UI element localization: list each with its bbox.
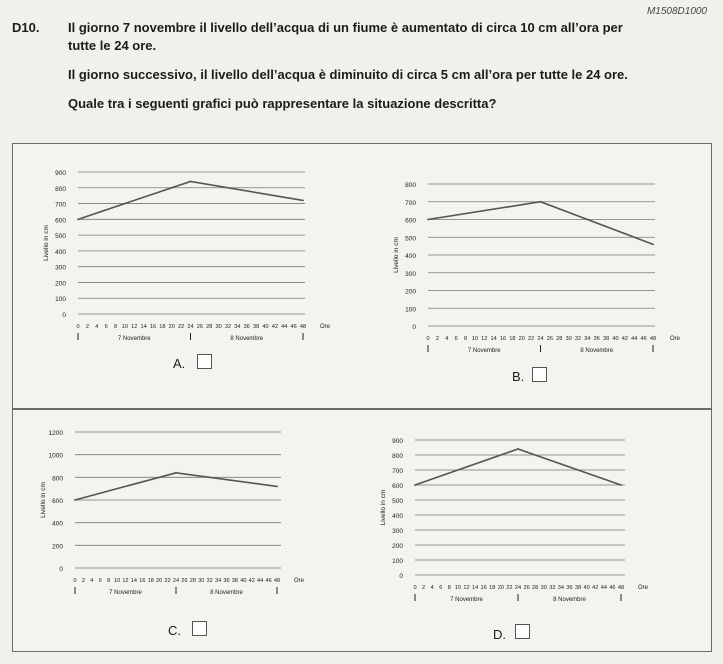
x-tick-label: 48 (273, 578, 281, 584)
y-tick-label: 300 (405, 270, 416, 278)
option-a-checkbox[interactable] (197, 354, 212, 369)
x-tick-label: 24 (187, 324, 194, 330)
y-tick-label: 400 (405, 253, 416, 260)
x-tick-label: 16 (139, 578, 146, 584)
data-point (517, 448, 519, 450)
x-tick-label: 32 (224, 324, 232, 330)
y-tick-label: 0 (412, 324, 416, 331)
option-d-checkbox[interactable] (515, 624, 530, 639)
x-tick-label: 10 (471, 336, 478, 342)
y-tick-label: 800 (405, 182, 416, 189)
y-tick-label: 500 (55, 233, 66, 241)
y-tick-label: 800 (52, 475, 63, 483)
x-tick-label: 4 (90, 578, 94, 584)
y-tick-label: 700 (55, 201, 66, 209)
y-tick-label: 600 (392, 483, 403, 490)
day-label: 8 Novembre (580, 348, 614, 354)
x-tick-label: 16 (480, 585, 487, 591)
y-tick-label: 900 (392, 438, 403, 445)
day-label: 7 Novembre (467, 348, 501, 354)
y-tick-label: 900 (55, 170, 66, 177)
x-tick-label: 42 (271, 324, 278, 330)
y-tick-label: 1200 (48, 430, 63, 437)
x-tick-label: 12 (481, 336, 488, 342)
x-tick-label: 38 (253, 324, 260, 330)
y-tick-label: 300 (55, 264, 66, 272)
x-tick-label: 12 (131, 324, 138, 330)
x-tick-label: 6 (454, 336, 458, 342)
options-panel-bottom (12, 409, 712, 652)
x-tick-label: 48 (299, 324, 307, 330)
x-tick-label: 32 (549, 585, 556, 591)
day-label: 7 Novembre (109, 590, 142, 596)
x-tick-label: 8 (463, 336, 468, 342)
day-label: 8 Novembre (553, 597, 586, 603)
data-point (540, 201, 542, 203)
x-tick-label: 34 (584, 336, 591, 342)
series-line (78, 181, 303, 219)
x-tick-label: 24 (514, 585, 522, 591)
chart-a (13, 144, 363, 374)
x-tick-label: 30 (198, 578, 205, 584)
options-panel-top (12, 143, 712, 409)
x-tick-label: 0 (413, 585, 417, 591)
x-tick-label: 46 (609, 585, 616, 591)
x-tick-label: 36 (566, 585, 573, 591)
question-text-line-3: Il giorno successivo, il livello dell’acqua è diminuito di circa 5 cm all’ora per tutte le 24 ore. (68, 67, 628, 82)
data-point (652, 243, 654, 245)
y-tick-label: 500 (392, 498, 403, 505)
y-tick-label: 700 (405, 199, 416, 207)
chart-b (363, 144, 708, 374)
x-tick-label: 30 (215, 324, 222, 330)
series-line (428, 202, 653, 245)
series-line (415, 449, 621, 485)
y-tick-label: 0 (59, 566, 63, 573)
x-tick-label: 18 (159, 324, 166, 330)
x-tick-label: 0 (76, 324, 80, 330)
option-c-label: C. (168, 623, 181, 638)
x-tick-label: 14 (140, 324, 147, 330)
x-tick-label: 4 (445, 336, 449, 342)
y-tick-label: 700 (392, 468, 403, 475)
x-tick-label: 40 (612, 336, 619, 342)
x-tick-label: 44 (631, 336, 638, 342)
chart-c (13, 410, 363, 615)
x-tick-label: 26 (546, 336, 553, 342)
x-tick-label: 0 (426, 336, 430, 342)
x-tick-label: 16 (149, 324, 157, 330)
x-tick-label: 36 (223, 578, 230, 584)
y-tick-label: 600 (52, 498, 63, 505)
day-label: 7 Novembre (117, 336, 151, 342)
x-tick-label: 40 (262, 324, 269, 330)
x-axis-label: Ore (669, 336, 681, 342)
x-tick-label: 18 (147, 578, 154, 584)
x-tick-label: 44 (257, 578, 264, 584)
x-tick-label: 10 (121, 324, 128, 330)
y-tick-label: 300 (392, 528, 403, 535)
question-text-line-4: Quale tra i seguenti grafici può rappresentare la situazione descritta? (68, 96, 497, 111)
y-tick-label: 0 (62, 312, 66, 319)
x-tick-label: 40 (240, 578, 247, 584)
day-label: 8 Novembre (210, 590, 243, 596)
x-tick-label: 8 (107, 578, 111, 584)
x-tick-label: 26 (196, 324, 203, 330)
y-axis-label: Livello in cm (393, 237, 400, 273)
x-tick-label: 6 (439, 585, 443, 591)
x-tick-label: 0 (73, 578, 77, 584)
y-tick-label: 400 (55, 248, 66, 256)
x-tick-label: 46 (265, 578, 272, 584)
y-tick-label: 400 (392, 513, 403, 520)
y-axis-label: Livello in cm (43, 225, 50, 261)
x-tick-label: 22 (178, 324, 185, 330)
y-tick-label: 100 (405, 306, 416, 314)
y-tick-label: 600 (405, 217, 416, 225)
x-tick-label: 2 (435, 336, 439, 342)
option-d-label: D. (493, 627, 506, 642)
x-tick-label: 2 (422, 585, 426, 591)
x-tick-label: 46 (640, 336, 647, 342)
x-tick-label: 28 (206, 324, 213, 330)
x-tick-label: 12 (463, 585, 470, 591)
x-tick-label: 14 (130, 578, 138, 584)
x-tick-label: 14 (471, 585, 479, 591)
x-tick-label: 10 (454, 585, 462, 591)
x-tick-label: 20 (497, 585, 504, 591)
x-tick-label: 32 (574, 336, 582, 342)
x-tick-label: 20 (156, 578, 163, 584)
data-point (77, 218, 79, 220)
data-point (74, 499, 76, 501)
x-tick-label: 2 (85, 324, 89, 330)
question-number: D10. (12, 20, 40, 35)
x-axis-label: Ore (319, 324, 331, 330)
option-b-label: B. (512, 369, 525, 384)
x-tick-label: 22 (506, 585, 513, 591)
day-label: 7 Novembre (450, 597, 483, 603)
y-tick-label: 400 (52, 520, 63, 528)
x-tick-label: 20 (518, 336, 525, 342)
x-tick-label: 26 (523, 585, 530, 591)
x-tick-label: 22 (164, 578, 171, 584)
x-tick-label: 28 (556, 336, 563, 342)
x-tick-label: 8 (447, 585, 451, 591)
x-tick-label: 16 (499, 336, 507, 342)
y-tick-label: 100 (55, 296, 66, 304)
x-tick-label: 42 (621, 336, 628, 342)
y-tick-label: 600 (55, 217, 66, 225)
day-label: 8 Novembre (230, 336, 264, 342)
x-tick-label: 24 (537, 336, 544, 342)
chart-d (363, 410, 708, 615)
x-tick-label: 34 (234, 324, 241, 330)
question-code: M1508D1000 (646, 6, 707, 17)
data-point (427, 219, 429, 221)
x-tick-label: 42 (248, 578, 255, 584)
x-tick-label: 30 (565, 336, 572, 342)
x-tick-label: 48 (649, 336, 657, 342)
y-tick-label: 500 (405, 235, 416, 243)
x-tick-label: 38 (574, 585, 582, 591)
series-line (75, 473, 277, 500)
x-tick-label: 22 (528, 336, 535, 342)
data-point (620, 484, 622, 486)
x-tick-label: 26 (181, 578, 188, 584)
y-tick-label: 100 (392, 558, 403, 565)
x-tick-label: 46 (290, 324, 297, 330)
option-b-checkbox[interactable] (532, 367, 547, 382)
y-tick-label: 200 (55, 280, 66, 288)
x-tick-label: 6 (104, 324, 108, 330)
x-tick-label: 2 (81, 578, 85, 584)
question-text-line-2: tutte le 24 ore. (68, 38, 157, 53)
x-tick-label: 10 (113, 578, 121, 584)
y-tick-label: 200 (392, 543, 403, 550)
x-tick-label: 44 (281, 324, 288, 330)
x-tick-label: 38 (231, 578, 239, 584)
x-tick-label: 24 (172, 578, 180, 584)
x-tick-label: 42 (592, 585, 599, 591)
y-tick-label: 800 (55, 185, 66, 193)
data-point (302, 200, 304, 202)
x-tick-label: 28 (189, 578, 196, 584)
data-point (175, 472, 177, 474)
x-tick-label: 34 (214, 578, 222, 584)
x-tick-label: 38 (603, 336, 610, 342)
x-tick-label: 40 (583, 585, 590, 591)
y-tick-label: 1000 (48, 452, 63, 460)
x-axis-label: Ore (637, 585, 649, 591)
x-tick-label: 4 (430, 585, 434, 591)
x-tick-label: 4 (95, 324, 99, 330)
option-c-checkbox[interactable] (192, 621, 207, 636)
x-tick-label: 12 (122, 578, 129, 584)
x-tick-label: 28 (532, 585, 539, 591)
y-axis-label: Livello in cm (380, 489, 387, 526)
question-text-line-1: Il giorno 7 novembre il livello dell’acqua di un fiume è aumentato di circa 10 cm all’ora per (68, 20, 623, 35)
data-point (276, 486, 278, 488)
x-tick-label: 44 (600, 585, 607, 591)
y-tick-label: 200 (52, 543, 63, 551)
x-tick-label: 48 (617, 585, 625, 591)
x-tick-label: 30 (540, 585, 547, 591)
x-tick-label: 32 (206, 578, 213, 584)
x-tick-label: 8 (113, 324, 118, 330)
y-tick-label: 0 (399, 573, 403, 580)
data-point (190, 181, 192, 183)
x-axis-label: Ore (293, 578, 305, 584)
option-a-label: A. (173, 356, 186, 371)
data-point (414, 484, 416, 486)
x-tick-label: 14 (490, 336, 497, 342)
x-tick-label: 36 (593, 336, 600, 342)
x-tick-label: 6 (98, 578, 102, 584)
x-tick-label: 36 (243, 324, 250, 330)
y-tick-label: 200 (405, 288, 416, 296)
x-tick-label: 34 (557, 585, 565, 591)
x-tick-label: 18 (489, 585, 496, 591)
y-tick-label: 800 (392, 453, 403, 460)
x-tick-label: 18 (509, 336, 516, 342)
x-tick-label: 20 (168, 324, 175, 330)
y-axis-label: Livello in cm (40, 482, 47, 518)
